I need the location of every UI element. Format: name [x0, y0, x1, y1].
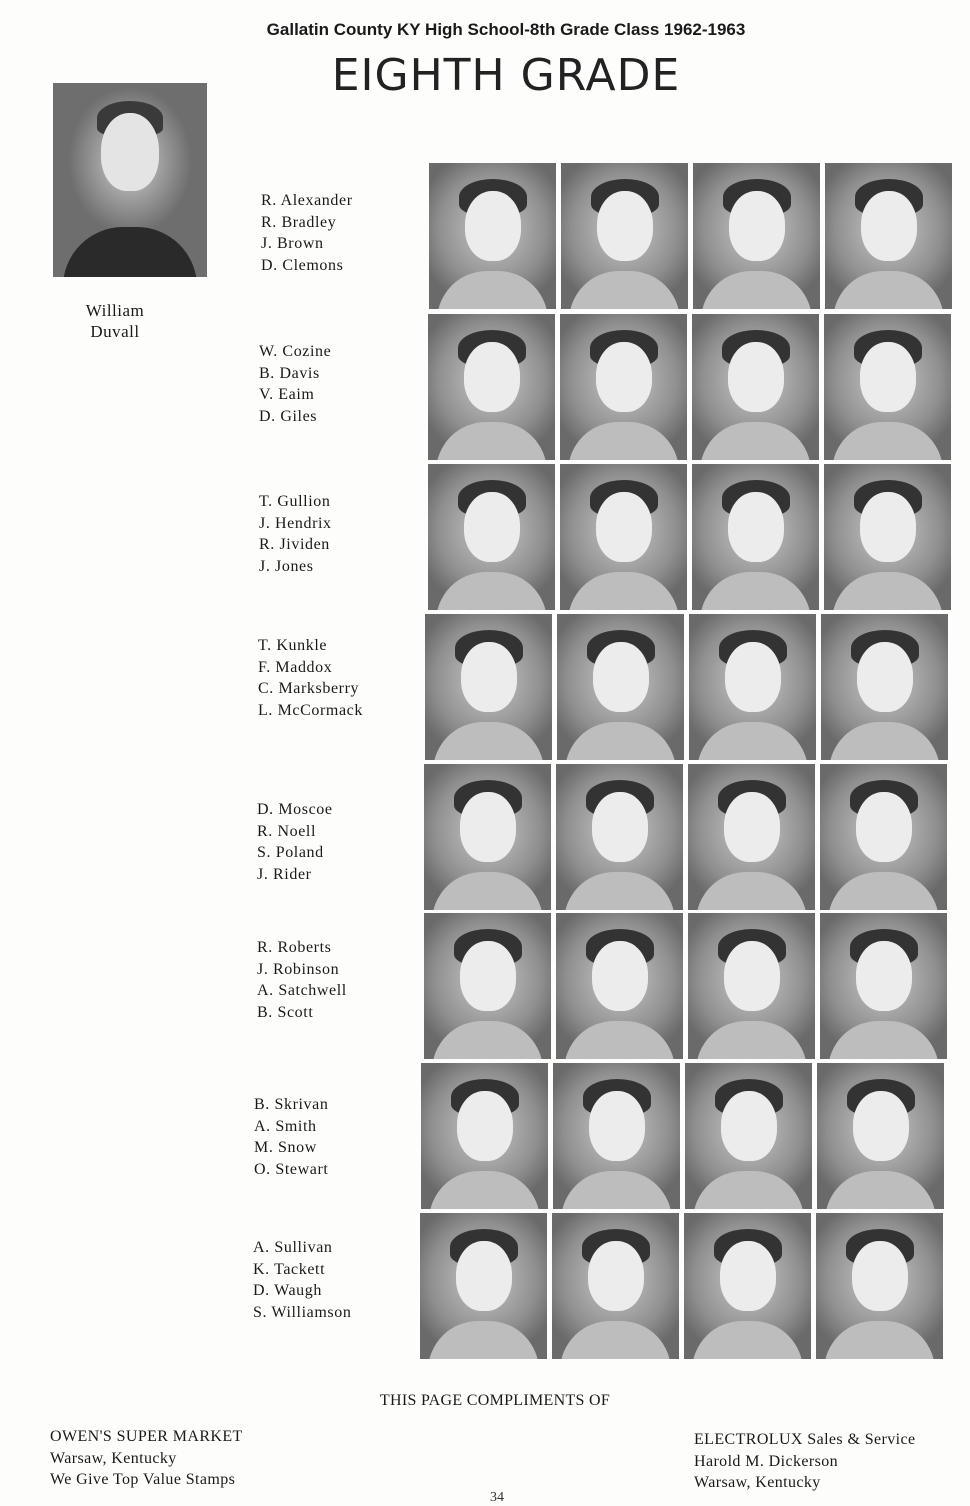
student-portrait-photo [693, 163, 820, 309]
student-name: M. Snow [254, 1139, 317, 1156]
roster-names [257, 799, 427, 885]
student-portrait-photo [561, 163, 688, 309]
student-portrait-photo [688, 764, 815, 910]
header-title: Gallatin County KY High School-8th Grade Class 1962-1963 [266, 20, 746, 39]
sponsor-left-line: We Give Top Value Stamps [50, 1471, 236, 1488]
featured-portrait-caption [70, 300, 160, 342]
student-name: R. Bradley [261, 213, 337, 231]
sponsor-left-line: OWEN'S SUPER MARKET [50, 1428, 243, 1445]
student-portrait-photo [557, 614, 684, 760]
sponsor-left-line: Warsaw, Kentucky [50, 1449, 177, 1467]
student-portrait-photo [556, 764, 683, 910]
student-name: B. Skrivan [254, 1096, 329, 1113]
student-name: C. Marksberry [258, 680, 360, 697]
roster-names [259, 341, 429, 427]
student-portrait-photo [556, 913, 683, 1059]
student-name: D. Giles [259, 407, 318, 425]
student-name: D. Clemons [261, 256, 344, 274]
section-title: EIGHTH GRADE [331, 50, 681, 101]
student-portrait-photo [816, 1213, 943, 1359]
student-portrait-photo [688, 913, 815, 1059]
student-portrait-photo [824, 464, 951, 610]
student-name: R. Jividen [259, 536, 330, 553]
sponsor-right-line: Harold M. Dickerson [694, 1452, 839, 1470]
student-portrait-photo [560, 314, 687, 460]
student-portrait-photo [424, 913, 551, 1059]
roster-photo-row [425, 614, 948, 760]
student-portrait-photo [420, 1213, 547, 1359]
roster-names [257, 937, 427, 1023]
student-name: W. Cozine [259, 343, 332, 360]
student-name: D. Waugh [253, 1282, 322, 1299]
student-name: S. Williamson [253, 1303, 352, 1321]
student-name: V. Eaim [259, 386, 315, 403]
student-portrait-photo [824, 314, 951, 460]
roster-photo-row [421, 1063, 944, 1209]
student-name: A. Sullivan [253, 1239, 333, 1256]
student-name: A. Smith [254, 1117, 317, 1135]
student-name: F. Maddox [258, 658, 333, 676]
roster-photo-row [424, 764, 947, 910]
roster-names [253, 1237, 423, 1323]
student-name: J. Rider [257, 865, 312, 883]
student-portrait-photo [825, 163, 952, 309]
student-portrait-photo [421, 1063, 548, 1209]
student-name: J. Hendrix [259, 514, 332, 532]
student-name: J. Robinson [257, 960, 340, 978]
roster-names [254, 1094, 424, 1180]
student-portrait-photo [560, 464, 687, 610]
student-portrait-photo [689, 614, 816, 760]
student-portrait-photo [684, 1213, 811, 1359]
student-name: D. Moscoe [257, 801, 333, 818]
student-portrait-photo [424, 764, 551, 910]
roster-photo-row [429, 163, 952, 309]
student-portrait-photo [820, 913, 947, 1059]
student-name: O. Stewart [254, 1160, 329, 1178]
student-portrait-photo [817, 1063, 944, 1209]
student-name: J. Jones [259, 557, 314, 575]
student-portrait-photo [692, 464, 819, 610]
student-name: A. Satchwell [257, 982, 347, 999]
student-portrait-photo [429, 163, 556, 309]
student-portrait-photo [428, 464, 555, 610]
student-portrait-photo [821, 614, 948, 760]
roster-names [258, 635, 428, 721]
roster-photo-row [420, 1213, 943, 1359]
student-portrait-photo [685, 1063, 812, 1209]
sponsor-right [694, 1429, 915, 1494]
roster-names [261, 190, 431, 276]
compliments-heading: THIS PAGE COMPLIMENTS OF [379, 1392, 611, 1409]
student-portrait-photo [425, 614, 552, 760]
student-portrait-photo [692, 314, 819, 460]
student-name: R. Noell [257, 822, 317, 840]
featured-portrait-photo [53, 83, 207, 277]
sponsor-right-line: Warsaw, Kentucky [694, 1474, 821, 1491]
student-name: R. Alexander [261, 192, 353, 209]
sponsor-right-line: ELECTROLUX Sales & Service [694, 1431, 916, 1448]
student-name: B. Scott [257, 1003, 314, 1021]
roster-photo-row [424, 913, 947, 1059]
featured-first-name: William [85, 301, 145, 320]
student-portrait-photo [428, 314, 555, 460]
student-name: R. Roberts [257, 939, 332, 956]
student-name: T. Gullion [259, 493, 331, 510]
student-name: K. Tackett [253, 1260, 326, 1278]
student-name: S. Poland [257, 844, 324, 861]
student-portrait-photo [552, 1213, 679, 1359]
roster-photo-row [428, 314, 951, 460]
sponsor-left [50, 1426, 243, 1491]
page-number: 34 [490, 1490, 504, 1505]
roster-photo-row [428, 464, 951, 610]
student-name: T. Kunkle [258, 637, 328, 654]
student-portrait-photo [820, 764, 947, 910]
student-name: J. Brown [261, 235, 324, 252]
featured-last-name: Duvall [90, 322, 140, 341]
student-name: L. McCormack [258, 701, 363, 719]
roster-names [259, 491, 429, 577]
student-name: B. Davis [259, 364, 320, 382]
student-portrait-photo [553, 1063, 680, 1209]
